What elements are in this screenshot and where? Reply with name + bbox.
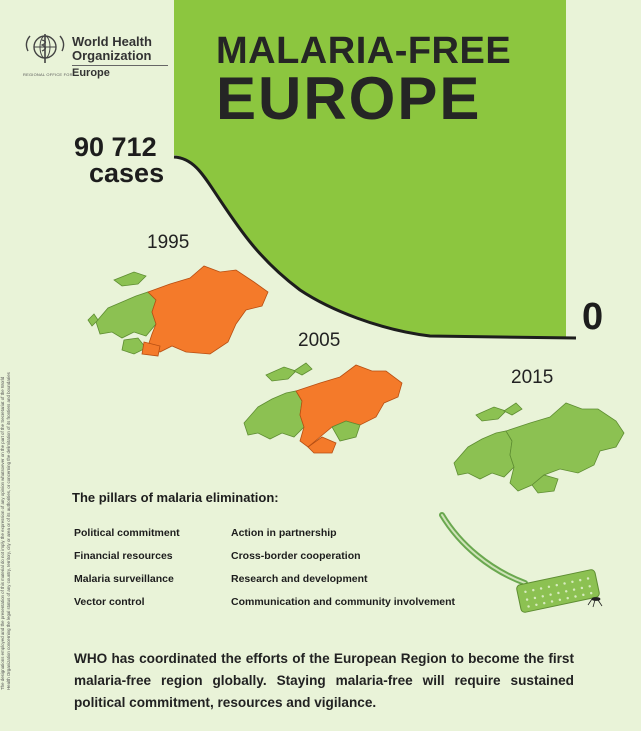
who-emblem-icon (22, 31, 68, 65)
pillar-item: Financial resources (74, 550, 173, 562)
cases-end-value: 0 (582, 296, 604, 338)
pillar-item: Vector control (74, 596, 145, 608)
map-2015 (448, 393, 628, 497)
title-line-2: EUROPE (216, 65, 482, 132)
disclaimer-text: The designations employed and the presentation of this material do not imply the expression of any opinion whatsoever on the part of the Secretariat of the World Health Organization concerning the legal status of any country, territory, city or area or of its authorities, or concerning the delimitation of its frontiers and boundaries (0, 372, 11, 690)
logo-divider (72, 65, 168, 66)
pillar-item: Cross-border cooperation (231, 550, 361, 562)
pillar-item: Malaria surveillance (74, 573, 174, 585)
year-2015-label: 2015 (511, 367, 554, 388)
pillar-item: Research and development (231, 573, 368, 585)
pillar-item: Political commitment (74, 527, 180, 539)
map-2005 (236, 357, 411, 457)
pillar-item: Communication and community involvement (231, 596, 456, 608)
regional-office-label: REGIONAL OFFICE FOR (23, 72, 73, 77)
title-line-1: MALARIA-FREE (216, 30, 512, 72)
cases-word: cases (89, 158, 165, 188)
map-1995 (86, 262, 276, 362)
who-org-name: World Health Organization (72, 34, 152, 63)
pillar-item: Action in partnership (231, 527, 337, 539)
year-1995-label: 1995 (147, 232, 190, 253)
year-2005-label: 2005 (298, 330, 341, 351)
closing-statement: WHO has coordinated the efforts of the European Region to become the first malaria-free region globally. Staying malaria-free will require sustained political commitment, resources and vigilance. (74, 651, 574, 710)
who-logo (22, 31, 172, 81)
regional-office-name: Europe (72, 67, 110, 79)
cases-number: 90 712 (74, 132, 157, 162)
fly-swatter-icon (430, 505, 610, 615)
pillars-title: The pillars of malaria elimination: (72, 490, 279, 505)
